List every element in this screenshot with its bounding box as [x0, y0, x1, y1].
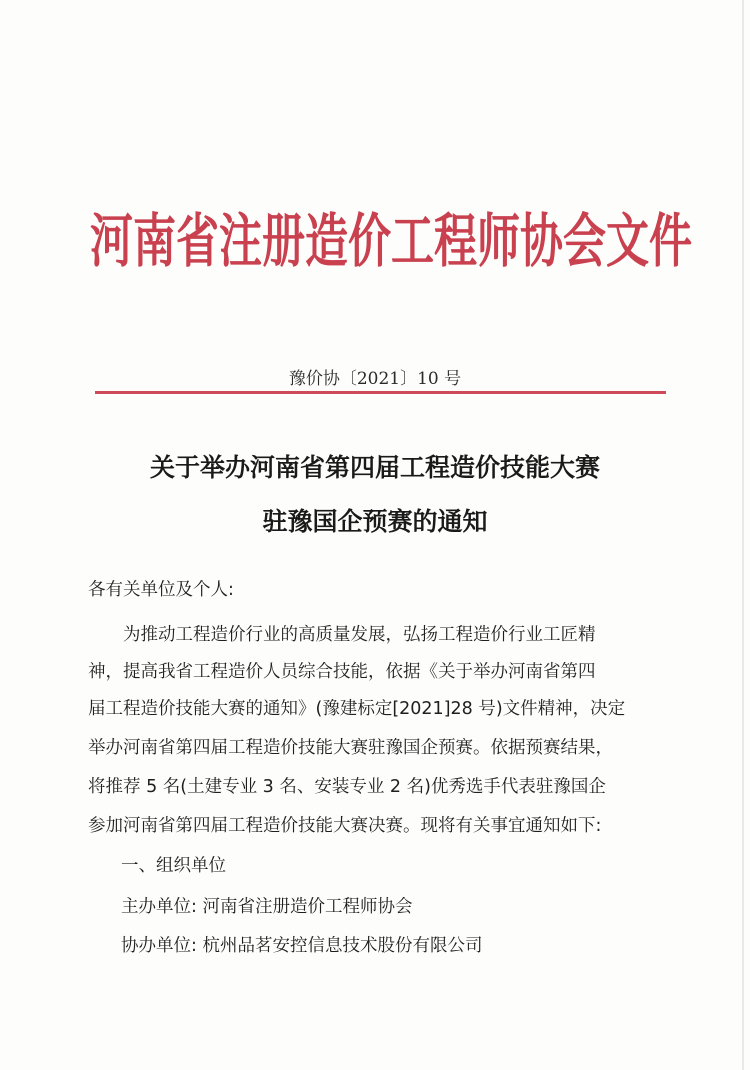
document-number: 豫价协〔2021〕10 号 — [288, 369, 462, 389]
organizer-line: 主办单位: 河南省注册造价工程师协会 — [121, 897, 413, 917]
notice-title-line-1: 关于举办河南省第四届工程造价技能大赛 — [149, 453, 600, 482]
body-paragraph-line: 参加河南省第四届工程造价技能大赛决赛。现将有关事宜通知如下: — [88, 816, 602, 836]
notice-title-line-2: 驻豫国企预赛的通知 — [262, 507, 488, 536]
body-paragraph-line: 举办河南省第四届工程造价技能大赛驻豫国企预赛。依据预赛结果， — [88, 738, 613, 758]
body-paragraph-line: 届工程造价技能大赛的通知》(豫建标定[2021]28 号)文件精神，决定 — [88, 699, 626, 719]
body-paragraph-line: 将推荐 5 名(土建专业 3 名、安装专业 2 名)优秀选手代表驻豫国企 — [88, 777, 606, 797]
salutation: 各有关单位及个人: — [88, 580, 234, 600]
section-heading-organizers: 一、组织单位 — [121, 856, 226, 876]
body-paragraph-line: 神，提高我省工程造价人员综合技能，依据《关于举办河南省第四 — [88, 662, 596, 682]
red-divider-rule — [95, 391, 666, 394]
body-paragraph-line: 为推动工程造价行业的高质量发展，弘扬工程造价行业工匠精 — [123, 625, 596, 645]
co-organizer-line: 协办单位: 杭州品茗安控信息技术股份有限公司 — [121, 936, 483, 956]
issuing-authority-header: 河南省注册造价工程师协会文件 — [90, 208, 692, 276]
